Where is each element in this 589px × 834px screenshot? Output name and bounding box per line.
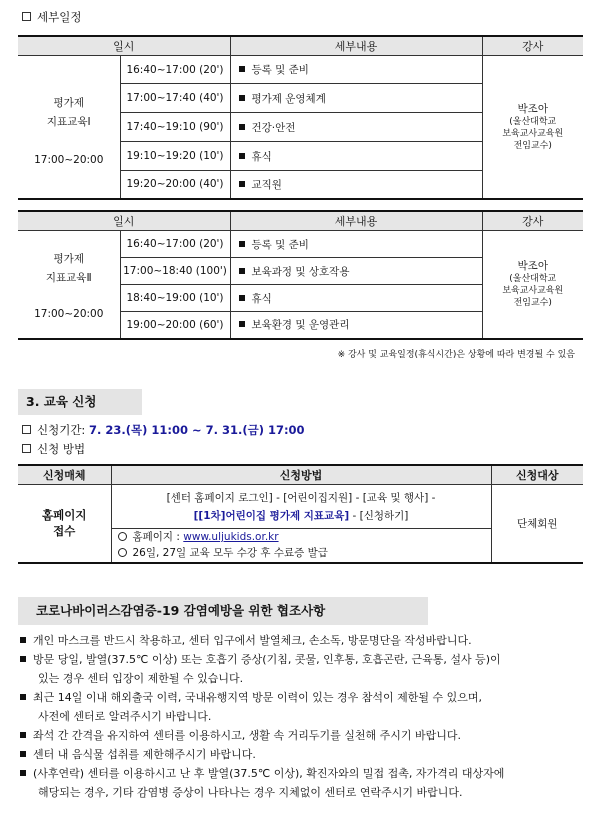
session-label: 평가제 지표교육Ⅰ 17:00~20:00 — [18, 56, 120, 199]
bullet-icon — [239, 66, 245, 72]
application-period: 신청기간: 7. 23.(목) 11:00 ~ 7. 31.(금) 17:00 — [22, 422, 305, 438]
time-cell: 17:40~19:10 (90') — [120, 113, 230, 142]
bullet-icon — [239, 124, 245, 130]
time-cell: 19:20~20:00 (40') — [120, 171, 230, 199]
bullet-icon — [20, 656, 26, 662]
instructor-cell: 박조아 (울산대학교 보육교사교육원 전임교수) — [482, 231, 583, 339]
circle-bullet-icon — [118, 532, 127, 541]
bullet-icon — [239, 95, 245, 101]
homepage-link[interactable]: www.uljukids.or.kr — [183, 531, 279, 544]
detail-cell: 등록 및 준비 — [230, 231, 482, 258]
time-cell: 16:40~17:00 (20') — [120, 56, 230, 84]
method-notes-cell: 홈페이지 : www.uljukids.or.kr 26일, 27일 교육 모두 수강 후 수료증 발급 — [111, 529, 491, 563]
schedule-note: ※ 강사 및 교육일정(휴식시간)은 상황에 따라 변경될 수 있음 — [337, 350, 575, 360]
application-method-heading: 신청 방법 — [22, 441, 85, 457]
medium-cell: 홈페이지 접수 — [18, 485, 111, 563]
time-cell: 17:00~17:40 (40') — [120, 84, 230, 113]
method-cell: [센터 홈페이지 로그인] - [어린이집지원] - [교육 및 행사] - [[1차]어린이집 평가제 지표교육] - [신청하기] — [111, 485, 491, 529]
covid-item-cont: 해당되는 경우, 기타 감염병 증상이 나타나는 경우 지체없이 센터로 연락주시기 바랍니다. — [38, 786, 463, 799]
target-cell: 단체회원 — [491, 485, 583, 563]
circle-bullet-icon — [118, 548, 127, 557]
header-detail: 세부내용 — [230, 36, 482, 56]
bullet-icon — [20, 694, 26, 700]
covid-item: 좌석 간 간격을 유지하여 센터를 이용하시고, 생활 속 거리두기를 실천해 주시기 바랍니다. — [20, 726, 585, 745]
bullet-icon — [239, 153, 245, 159]
bullet-icon — [239, 268, 245, 274]
covid-item: 방문 당일, 발열(37.5℃ 이상) 또는 호흡기 증상(기침, 콧물, 인후통, 호흡곤란, 근육통, 설사 등)이 — [20, 650, 585, 669]
covid-item: 센터 내 음식물 섭취를 제한해주시기 바랍니다. — [20, 745, 585, 764]
bullet-icon — [239, 241, 245, 247]
header-instructor: 강사 — [482, 36, 583, 56]
bullet-icon — [20, 732, 26, 738]
bullet-icon — [20, 770, 26, 776]
section3-title: 3. 교육 신청 — [18, 389, 142, 415]
detail-cell: 등록 및 준비 — [230, 56, 482, 84]
covid-list — [20, 631, 585, 802]
header-datetime: 일시 — [18, 211, 230, 231]
detail-cell: 평가제 운영체계 — [230, 84, 482, 113]
schedule-heading: 세부일정 — [22, 9, 81, 25]
covid-item-cont: 사전에 센터로 알려주시기 바랍니다. — [38, 710, 212, 723]
covid-item-cont: 있는 경우 센터 입장이 제한될 수 있습니다. — [38, 672, 244, 685]
header-method: 신청방법 — [111, 465, 491, 485]
detail-cell: 보육과정 및 상호작용 — [230, 258, 482, 285]
time-cell: 19:10~19:20 (10') — [120, 142, 230, 171]
checkbox-square-icon — [22, 444, 31, 453]
bullet-icon — [239, 181, 245, 187]
time-cell: 19:00~20:00 (60') — [120, 312, 230, 339]
application-table — [18, 464, 583, 564]
schedule-table-1 — [18, 35, 583, 200]
checkbox-square-icon — [22, 425, 31, 434]
detail-cell: 휴식 — [230, 142, 482, 171]
covid-item: 최근 14일 이내 해외출국 이력, 국내유행지역 방문 이력이 있는 경우 참석이 제한될 수 있으며, — [20, 688, 585, 707]
covid-item: (사후연락) 센터를 이용하시고 난 후 발열(37.5℃ 이상), 확진자와의 밀접 접촉, 자가격리 대상자에 — [20, 764, 585, 783]
detail-cell: 보육환경 및 운영관리 — [230, 312, 482, 339]
covid-title: 코로나바이러스감염증-19 감염예방을 위한 협조사항 — [18, 597, 428, 625]
header-instructor: 강사 — [482, 211, 583, 231]
instructor-cell: 박조아 (울산대학교 보육교사교육원 전임교수) — [482, 56, 583, 199]
header-target: 신청대상 — [491, 465, 583, 485]
bullet-icon — [239, 295, 245, 301]
time-cell: 17:00~18:40 (100') — [120, 258, 230, 285]
bullet-icon — [20, 637, 26, 643]
bullet-icon — [239, 321, 245, 327]
header-detail: 세부내용 — [230, 211, 482, 231]
session-label: 평가제 지표교육Ⅱ 17:00~20:00 — [18, 231, 120, 339]
detail-cell: 건강·안전 — [230, 113, 482, 142]
time-cell: 18:40~19:00 (10') — [120, 285, 230, 312]
schedule-table-2 — [18, 210, 583, 340]
header-datetime: 일시 — [18, 36, 230, 56]
bullet-icon — [20, 751, 26, 757]
detail-cell: 휴식 — [230, 285, 482, 312]
time-cell: 16:40~17:00 (20') — [120, 231, 230, 258]
checkbox-square-icon — [22, 12, 31, 21]
covid-item: 개인 마스크를 반드시 착용하고, 센터 입구에서 발열체크, 손소독, 방문명단을 작성바랍니다. — [20, 631, 585, 650]
detail-cell: 교직원 — [230, 171, 482, 199]
header-medium: 신청매체 — [18, 465, 111, 485]
